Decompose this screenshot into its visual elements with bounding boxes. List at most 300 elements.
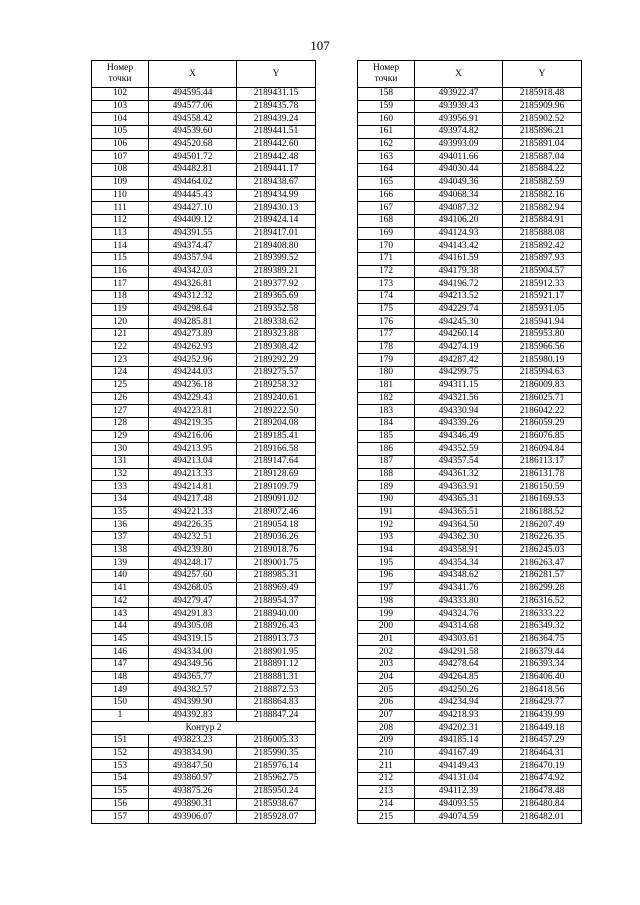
- point-number-cell: 161: [358, 126, 415, 139]
- table-row: [92, 519, 316, 532]
- x-cell: 494334.00: [149, 646, 237, 659]
- point-number-cell: 141: [92, 582, 149, 595]
- y-cell: 2188969.49: [237, 582, 316, 595]
- table-row: [358, 240, 582, 253]
- x-cell: 494257.60: [149, 570, 237, 583]
- y-cell: 2186457.29: [503, 735, 582, 748]
- point-number-cell: 185: [358, 430, 415, 443]
- table-row: [358, 582, 582, 595]
- table-row: [92, 747, 316, 760]
- x-cell: 494268.05: [149, 582, 237, 595]
- point-number-cell: 183: [358, 405, 415, 418]
- x-cell: 494291.58: [415, 646, 503, 659]
- table-row: [358, 252, 582, 265]
- point-number-cell: 186: [358, 443, 415, 456]
- table-row: [92, 633, 316, 646]
- table-row: [92, 113, 316, 126]
- y-cell: 2189365.69: [237, 291, 316, 304]
- x-cell: 494106.20: [415, 214, 503, 227]
- table-row: [92, 252, 316, 265]
- table-row: [92, 760, 316, 773]
- point-number-cell: 193: [358, 532, 415, 545]
- x-cell: 493939.43: [415, 100, 503, 113]
- table-row: [358, 88, 582, 101]
- y-cell: 2189109.79: [237, 481, 316, 494]
- x-cell: 494232.51: [149, 532, 237, 545]
- x-cell: 494260.14: [415, 329, 503, 342]
- x-cell: 494558.42: [149, 113, 237, 126]
- point-number-cell: 212: [358, 773, 415, 786]
- x-cell: 494219.35: [149, 417, 237, 430]
- point-number-cell: 1: [92, 709, 149, 722]
- point-number-cell: 170: [358, 240, 415, 253]
- y-cell: 2189018.76: [237, 544, 316, 557]
- table-row: [358, 100, 582, 113]
- y-cell: 2186439.99: [503, 709, 582, 722]
- table-row: [92, 709, 316, 722]
- y-cell: 2189275.57: [237, 367, 316, 380]
- x-cell: 494223.81: [149, 405, 237, 418]
- table-row: [358, 354, 582, 367]
- table-row: [358, 202, 582, 215]
- x-cell: 494324.76: [415, 608, 503, 621]
- x-cell: 494149.43: [415, 760, 503, 773]
- y-cell: 2189434.99: [237, 189, 316, 202]
- table-row: [358, 430, 582, 443]
- y-cell: 2186113.17: [503, 455, 582, 468]
- x-cell: 494216.06: [149, 430, 237, 443]
- x-cell: 494217.48: [149, 494, 237, 507]
- x-cell: 494244.03: [149, 367, 237, 380]
- x-cell: 494464.02: [149, 176, 237, 189]
- x-cell: 494196.72: [415, 278, 503, 291]
- y-cell: 2185938.67: [237, 798, 316, 811]
- x-cell: 494274.19: [415, 341, 503, 354]
- point-number-cell: 126: [92, 392, 149, 405]
- x-cell: 493956.91: [415, 113, 503, 126]
- x-cell: 494399.90: [149, 697, 237, 710]
- table-row: [92, 494, 316, 507]
- table-row: [358, 532, 582, 545]
- point-number-cell: 175: [358, 303, 415, 316]
- point-number-cell: 152: [92, 747, 149, 760]
- x-cell: 494179.38: [415, 265, 503, 278]
- x-cell: 494229.43: [149, 392, 237, 405]
- point-number-cell: 145: [92, 633, 149, 646]
- y-cell: 2188940.00: [237, 608, 316, 621]
- point-number-cell: 184: [358, 417, 415, 430]
- table-row: [358, 570, 582, 583]
- y-cell: 2189439.24: [237, 113, 316, 126]
- table-row: [358, 595, 582, 608]
- x-cell: 494391.55: [149, 227, 237, 240]
- x-cell: 494248.17: [149, 557, 237, 570]
- x-cell: 494342.03: [149, 265, 237, 278]
- y-cell: 2189408.80: [237, 240, 316, 253]
- y-cell: 2186464.31: [503, 747, 582, 760]
- x-cell: 494202.31: [415, 722, 503, 735]
- table-row: [92, 138, 316, 151]
- table-row: [92, 88, 316, 101]
- x-cell: 493847.50: [149, 760, 237, 773]
- point-number-cell: 114: [92, 240, 149, 253]
- table-row: [358, 341, 582, 354]
- y-cell: 2185931.05: [503, 303, 582, 316]
- point-number-cell: 133: [92, 481, 149, 494]
- table-row: [358, 608, 582, 621]
- point-number-cell: 157: [92, 811, 149, 824]
- point-number-cell: 151: [92, 735, 149, 748]
- table-row: [358, 481, 582, 494]
- x-cell: 494321.56: [415, 392, 503, 405]
- point-number-cell: 160: [358, 113, 415, 126]
- table-row: [358, 747, 582, 760]
- table-row: [92, 379, 316, 392]
- point-number-cell: 205: [358, 684, 415, 697]
- x-cell: 494311.15: [415, 379, 503, 392]
- table-row: [358, 151, 582, 164]
- y-cell: 2188901.95: [237, 646, 316, 659]
- x-cell: 494349.56: [149, 658, 237, 671]
- table-row: [92, 671, 316, 684]
- x-cell: 494319.15: [149, 633, 237, 646]
- point-number-cell: 115: [92, 252, 149, 265]
- y-cell: 2185962.75: [237, 773, 316, 786]
- table-row: [358, 620, 582, 633]
- x-cell: 494348.62: [415, 570, 503, 583]
- y-cell: 2189001.75: [237, 557, 316, 570]
- point-number-cell: 111: [92, 202, 149, 215]
- x-cell: 494363.91: [415, 481, 503, 494]
- point-number-cell: 113: [92, 227, 149, 240]
- x-cell: 494287.42: [415, 354, 503, 367]
- y-cell: 2186316.52: [503, 595, 582, 608]
- y-cell: 2186480.84: [503, 798, 582, 811]
- table-row: [358, 684, 582, 697]
- table-row: [92, 189, 316, 202]
- y-cell: 2189323.88: [237, 329, 316, 342]
- table-row: [358, 519, 582, 532]
- table-row: [92, 227, 316, 240]
- y-cell: 2188891.12: [237, 658, 316, 671]
- point-number-cell: 106: [92, 138, 149, 151]
- table-row: [92, 735, 316, 748]
- table-row: [92, 443, 316, 456]
- y-cell: 2189308.42: [237, 341, 316, 354]
- point-number-cell: 139: [92, 557, 149, 570]
- point-number-cell: 196: [358, 570, 415, 583]
- x-cell: 494501.72: [149, 151, 237, 164]
- x-cell: 494131.04: [415, 773, 503, 786]
- table-row: [92, 697, 316, 710]
- point-number-cell: 109: [92, 176, 149, 189]
- table-row: [92, 405, 316, 418]
- x-cell: 494226.35: [149, 519, 237, 532]
- point-number-cell: 112: [92, 214, 149, 227]
- table-row: [358, 455, 582, 468]
- y-cell: 2189430.13: [237, 202, 316, 215]
- y-cell: 2189185.41: [237, 430, 316, 443]
- y-cell: 2189091.02: [237, 494, 316, 507]
- point-number-cell: 147: [92, 658, 149, 671]
- y-cell: 2186009.83: [503, 379, 582, 392]
- x-cell: 494124.93: [415, 227, 503, 240]
- y-cell: 2189377.92: [237, 278, 316, 291]
- table-row: [92, 811, 316, 824]
- y-cell: 2186042.22: [503, 405, 582, 418]
- y-cell: 2188872.53: [237, 684, 316, 697]
- point-number-cell: 125: [92, 379, 149, 392]
- point-number-cell: 213: [358, 785, 415, 798]
- point-number-cell: 206: [358, 697, 415, 710]
- point-number-cell: 149: [92, 684, 149, 697]
- header-point-number: Номер точки: [92, 61, 149, 88]
- point-number-cell: 168: [358, 214, 415, 227]
- point-number-cell: 174: [358, 291, 415, 304]
- x-cell: 493875.26: [149, 785, 237, 798]
- y-cell: 2186059.29: [503, 417, 582, 430]
- table-row: [92, 608, 316, 621]
- x-cell: 493974.82: [415, 126, 503, 139]
- point-number-cell: 188: [358, 468, 415, 481]
- point-number-cell: 194: [358, 544, 415, 557]
- point-number-cell: 197: [358, 582, 415, 595]
- table-row: [92, 240, 316, 253]
- x-cell: 494229.74: [415, 303, 503, 316]
- y-cell: 2185884.91: [503, 214, 582, 227]
- table-row: [92, 126, 316, 139]
- x-cell: 494245.30: [415, 316, 503, 329]
- point-number-cell: 107: [92, 151, 149, 164]
- table-row: [358, 773, 582, 786]
- table-row: [92, 532, 316, 545]
- x-cell: 494278.64: [415, 658, 503, 671]
- table-row: [92, 773, 316, 786]
- y-cell: 2189417.01: [237, 227, 316, 240]
- point-number-cell: 179: [358, 354, 415, 367]
- x-cell: 494333.80: [415, 595, 503, 608]
- table-row: [358, 367, 582, 380]
- table-row: [92, 265, 316, 278]
- point-number-cell: 104: [92, 113, 149, 126]
- table-row: [92, 684, 316, 697]
- y-cell: 2185884.22: [503, 164, 582, 177]
- table-row: [358, 113, 582, 126]
- table-row: [358, 785, 582, 798]
- point-number-cell: 135: [92, 506, 149, 519]
- point-number-cell: 122: [92, 341, 149, 354]
- point-number-cell: 187: [358, 455, 415, 468]
- x-cell: 494234.94: [415, 697, 503, 710]
- table-row: [358, 671, 582, 684]
- x-cell: 494298.64: [149, 303, 237, 316]
- point-number-cell: 138: [92, 544, 149, 557]
- header-x: X: [149, 61, 237, 88]
- x-cell: 494143.42: [415, 240, 503, 253]
- y-cell: 2185980.19: [503, 354, 582, 367]
- point-number-cell: 119: [92, 303, 149, 316]
- point-number-cell: 154: [92, 773, 149, 786]
- y-cell: 2185902.52: [503, 113, 582, 126]
- table-row: [358, 468, 582, 481]
- y-cell: 2185953.80: [503, 329, 582, 342]
- table-header-row: [358, 61, 582, 88]
- table-row: [92, 646, 316, 659]
- y-cell: 2188954.37: [237, 595, 316, 608]
- header-point-number: Номер точки: [358, 61, 415, 88]
- point-number-cell: 121: [92, 329, 149, 342]
- table-row: [358, 392, 582, 405]
- y-cell: 2189441.51: [237, 126, 316, 139]
- table-row: [92, 214, 316, 227]
- x-cell: 494358.91: [415, 544, 503, 557]
- x-cell: 494305.08: [149, 620, 237, 633]
- y-cell: 2189338.62: [237, 316, 316, 329]
- y-cell: 2186406.40: [503, 671, 582, 684]
- y-cell: 2185918.48: [503, 88, 582, 101]
- table-row: [358, 798, 582, 811]
- point-number-cell: 209: [358, 735, 415, 748]
- y-cell: 2189352.58: [237, 303, 316, 316]
- point-number-cell: 180: [358, 367, 415, 380]
- table-row: [92, 367, 316, 380]
- x-cell: 493890.31: [149, 798, 237, 811]
- x-cell: 494520.68: [149, 138, 237, 151]
- table-row: [92, 164, 316, 177]
- table-row: [358, 379, 582, 392]
- point-number-cell: 118: [92, 291, 149, 304]
- table-row: [358, 722, 582, 735]
- table-row: [92, 392, 316, 405]
- x-cell: 494049.36: [415, 176, 503, 189]
- y-cell: 2188864.83: [237, 697, 316, 710]
- table-row: [92, 430, 316, 443]
- table-row: [358, 709, 582, 722]
- y-cell: 2185928.07: [237, 811, 316, 824]
- y-cell: 2186245.03: [503, 544, 582, 557]
- table-row: [92, 100, 316, 113]
- table-row: [92, 570, 316, 583]
- table-row: [358, 316, 582, 329]
- table-row: [92, 557, 316, 570]
- coordinates-table-left: [91, 60, 316, 824]
- x-cell: 494236.18: [149, 379, 237, 392]
- point-number-cell: 136: [92, 519, 149, 532]
- x-cell: 494213.33: [149, 468, 237, 481]
- y-cell: 2186333.22: [503, 608, 582, 621]
- point-number-cell: 140: [92, 570, 149, 583]
- point-number-cell: 108: [92, 164, 149, 177]
- y-cell: 2189292.29: [237, 354, 316, 367]
- point-number-cell: 204: [358, 671, 415, 684]
- y-cell: 2185912.33: [503, 278, 582, 291]
- x-cell: 494427.10: [149, 202, 237, 215]
- table-row: [92, 341, 316, 354]
- point-number-cell: 165: [358, 176, 415, 189]
- table-row: [358, 633, 582, 646]
- x-cell: 493823.23: [149, 735, 237, 748]
- table-row: [358, 494, 582, 507]
- header-x: X: [415, 61, 503, 88]
- y-cell: 2186393.34: [503, 658, 582, 671]
- table-row: [92, 595, 316, 608]
- table-row: [358, 405, 582, 418]
- x-cell: 494239.80: [149, 544, 237, 557]
- y-cell: 2185897.93: [503, 252, 582, 265]
- table-row: [358, 164, 582, 177]
- y-cell: 2186478.48: [503, 785, 582, 798]
- page-number: 107: [310, 38, 330, 53]
- table-row: [92, 176, 316, 189]
- x-cell: 494330.94: [415, 405, 503, 418]
- y-cell: 2185887.04: [503, 151, 582, 164]
- y-cell: 2186349.32: [503, 620, 582, 633]
- point-number-cell: 192: [358, 519, 415, 532]
- y-cell: 2186263.47: [503, 557, 582, 570]
- point-number-cell: 198: [358, 595, 415, 608]
- x-cell: 494112.39: [415, 785, 503, 798]
- table-row: [92, 455, 316, 468]
- x-cell: 494357.94: [149, 252, 237, 265]
- y-cell: 2186429.77: [503, 697, 582, 710]
- table-row: [358, 329, 582, 342]
- table-row: [92, 303, 316, 316]
- x-cell: 494252.96: [149, 354, 237, 367]
- table-row: [358, 658, 582, 671]
- point-number-cell: 176: [358, 316, 415, 329]
- table-row: [92, 202, 316, 215]
- y-cell: 2186299.28: [503, 582, 582, 595]
- table-row: [358, 646, 582, 659]
- point-number-cell: 164: [358, 164, 415, 177]
- table-row: [358, 227, 582, 240]
- x-cell: 494362.30: [415, 532, 503, 545]
- y-cell: 2186418.56: [503, 684, 582, 697]
- point-number-cell: 203: [358, 658, 415, 671]
- x-cell: 494357.54: [415, 455, 503, 468]
- y-cell: 2189222.50: [237, 405, 316, 418]
- point-number-cell: 173: [358, 278, 415, 291]
- table-row: [358, 126, 582, 139]
- point-number-cell: 124: [92, 367, 149, 380]
- point-number-cell: 182: [358, 392, 415, 405]
- y-cell: 2189054.18: [237, 519, 316, 532]
- table-row: [358, 811, 582, 824]
- table-row: [92, 316, 316, 329]
- x-cell: 494365.51: [415, 506, 503, 519]
- x-cell: 494577.06: [149, 100, 237, 113]
- x-cell: 493922.47: [415, 88, 503, 101]
- y-cell: 2188926.43: [237, 620, 316, 633]
- y-cell: 2189435.78: [237, 100, 316, 113]
- y-cell: 2185904.57: [503, 265, 582, 278]
- point-number-cell: 144: [92, 620, 149, 633]
- y-cell: 2185941.94: [503, 316, 582, 329]
- x-cell: 494262.93: [149, 341, 237, 354]
- table-row: [92, 658, 316, 671]
- table-row: [92, 798, 316, 811]
- x-cell: 494595.44: [149, 88, 237, 101]
- table-row: [358, 176, 582, 189]
- table-row: [358, 214, 582, 227]
- x-cell: 494314.68: [415, 620, 503, 633]
- y-cell: 2189240.61: [237, 392, 316, 405]
- y-cell: 2186207.49: [503, 519, 582, 532]
- y-cell: 2185896.21: [503, 126, 582, 139]
- section-row: [92, 722, 316, 735]
- x-cell: 494185.14: [415, 735, 503, 748]
- x-cell: 494303.61: [415, 633, 503, 646]
